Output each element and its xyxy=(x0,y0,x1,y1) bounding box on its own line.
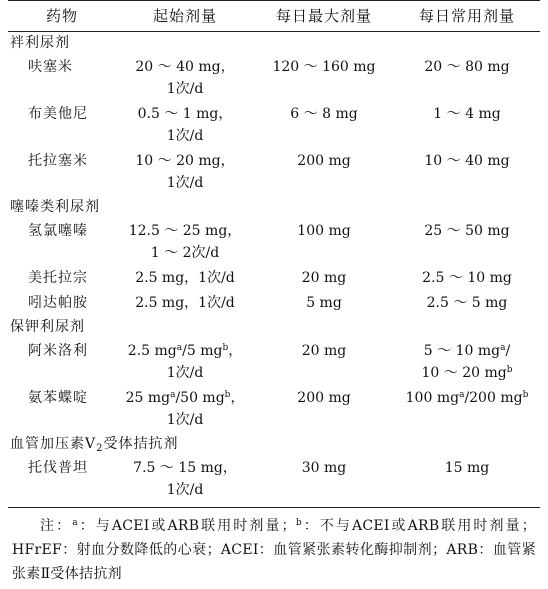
usual-dose: 100 $mg^a/200$ $mg^b$ xyxy=(405,390,529,406)
start-dose: 10 ～ 20 mg， 1次/d xyxy=(135,153,235,191)
drug-name: 美托拉宗 xyxy=(28,270,88,286)
table-row xyxy=(8,219,540,266)
usual-dose: 1 ～ 4 mg xyxy=(433,106,501,122)
start-dose: 2.5 $mg^a/5$ $mg^b$， 1次/d xyxy=(127,343,243,381)
drug-name: 氨苯蝶啶 xyxy=(28,390,88,406)
drug-name: 布美他尼 xyxy=(28,106,88,122)
header-start-dose: 起始剂量 xyxy=(116,1,254,32)
max-dose: 120 ～ 160 mg xyxy=(272,59,376,75)
usual-dose: 10 ～ 40 mg xyxy=(424,153,510,169)
table-row xyxy=(8,386,540,433)
table-row xyxy=(8,55,540,102)
drug-name: 托拉塞米 xyxy=(28,153,88,169)
table-row xyxy=(8,266,540,291)
header-usual-daily-dose: 每日常用剂量 xyxy=(394,1,540,32)
header-max-daily-dose: 每日最大剂量 xyxy=(254,1,394,32)
category-row xyxy=(8,316,540,339)
max-dose: 5 mg xyxy=(306,295,342,311)
table-row xyxy=(8,291,540,316)
drug-name: 阿米洛利 xyxy=(28,343,88,359)
usual-dose: 20 ～ 80 mg xyxy=(424,59,510,75)
table-row xyxy=(8,339,540,386)
drug-name: 吲达帕胺 xyxy=(28,295,88,311)
drug-name: 托伐普坦 xyxy=(8,456,116,508)
table-header-row xyxy=(8,1,540,32)
footnote-label: 注： xyxy=(40,518,73,534)
start-dose: 12.5 ～ 25 mg， 1 ～ 2次/d xyxy=(128,223,242,261)
usual-dose: 2.5 ～ 10 mg xyxy=(422,270,512,286)
max-dose: 200 mg xyxy=(297,153,351,169)
category-thiazide-diuretics: 噻嗪类利尿剂 xyxy=(10,199,100,215)
table-row xyxy=(8,102,540,149)
category-row xyxy=(8,196,540,219)
table-row xyxy=(8,149,540,196)
max-dose: 20 mg xyxy=(301,270,347,286)
table-footnote: 注：$^a$：与ACEI或ARB联用时剂量；$^b$：不与ACEI或ARB联用时剂量；HFrEF：射血分数降低的心衰；ACEI：血管紧张素转化酶抑制剂；ARB：血管紧张素Ⅱ受体拮抗剂 xyxy=(12,518,536,582)
max-dose: 100 mg xyxy=(297,223,351,239)
category-potassium-sparing-diuretics: 保钾利尿剂 xyxy=(10,319,85,335)
usual-dose: 15 mg xyxy=(394,456,540,508)
start-dose: 2.5 mg，1次/d xyxy=(135,295,235,311)
header-drug: 药物 xyxy=(8,1,116,32)
category-loop-diuretics: 袢利尿剂 xyxy=(10,35,70,51)
start-dose: 2.5 mg，1次/d xyxy=(135,270,235,286)
start-dose: 20 ～ 40 mg， 1次/d xyxy=(135,59,235,97)
usual-dose: 5 ～ 10 $mg^a/$ 10 ～ 20 $mg^b$ xyxy=(421,343,513,381)
category-vasopressin-v2-antagonists: 血管加压素$V_2$受体拮抗剂 xyxy=(10,436,179,454)
category-row xyxy=(8,433,540,456)
max-dose: 200 mg xyxy=(297,390,351,406)
start-dose: 0.5 ～ 1 mg， 1次/d xyxy=(137,106,233,144)
max-dose: 30 mg xyxy=(254,456,394,508)
max-dose: 20 mg xyxy=(301,343,347,359)
start-dose: 7.5 ～ 15 mg， 1次/d xyxy=(116,456,254,508)
category-row xyxy=(8,32,540,56)
diuretic-dosage-table xyxy=(8,0,540,508)
start-dose: 25 $mg^a/50$ $mg^b$， 1次/d xyxy=(125,390,245,428)
drug-name: 呋塞米 xyxy=(28,59,73,75)
table-row xyxy=(8,456,540,508)
usual-dose: 2.5 ～ 5 mg xyxy=(426,295,508,311)
max-dose: 6 ～ 8 mg xyxy=(290,106,358,122)
drug-name: 氢氯噻嗪 xyxy=(28,223,88,239)
usual-dose: 25 ～ 50 mg xyxy=(424,223,510,239)
